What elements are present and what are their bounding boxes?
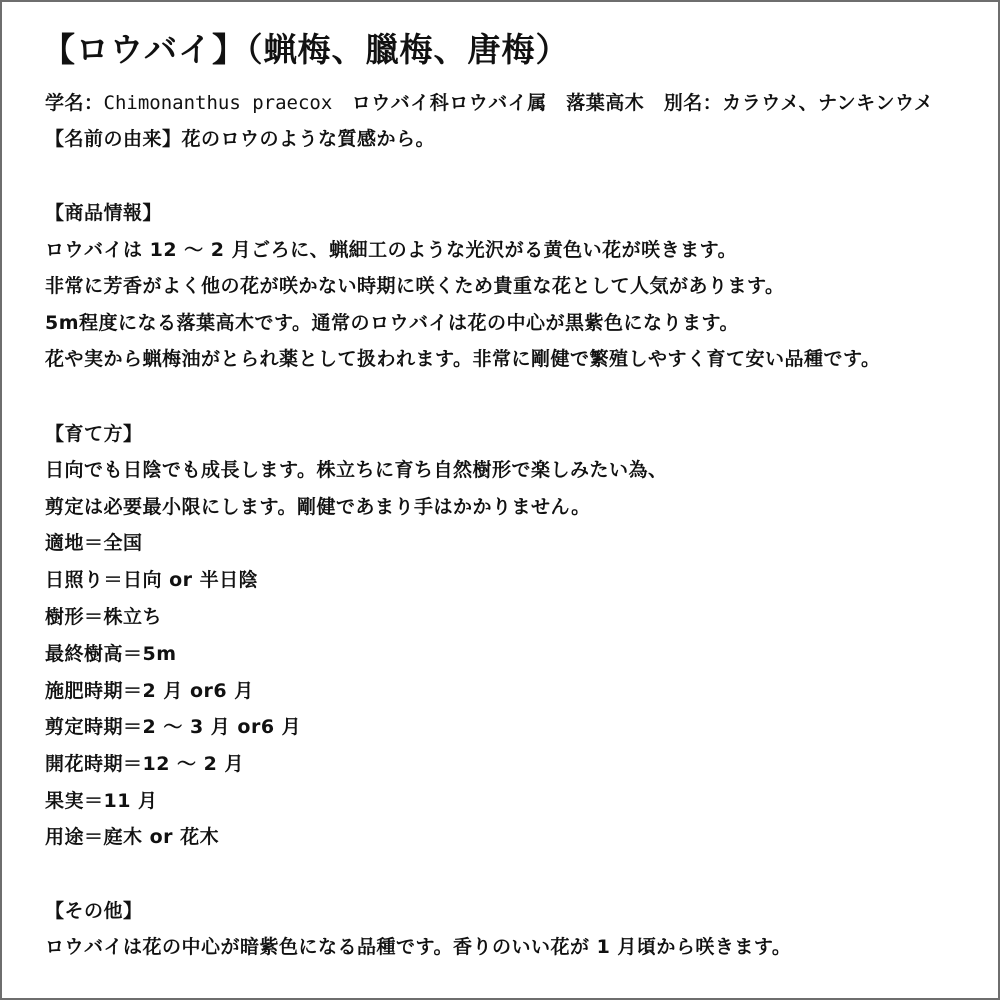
page-title: 【ロウバイ】（蝋梅、臘梅、唐梅）	[42, 30, 570, 69]
product-info-line: ロウバイは 12 ～ 2 月ごろに、蝋細工のような光沢がる黄色い花が咲きます。	[45, 239, 738, 261]
care-spec-tree-form: 樹形＝株立ち	[45, 606, 163, 628]
care-line: 日向でも日陰でも成長します。株立ちに育ち自然樹形で楽しみたい為、	[45, 459, 668, 481]
product-info-line: 非常に芳香がよく他の花が咲かない時期に咲くため貴重な花として人気があります。	[45, 275, 785, 297]
product-info-heading: 【商品情報】	[45, 202, 163, 224]
care-heading: 【育て方】	[45, 423, 143, 445]
care-spec-final-height: 最終樹高＝5m	[45, 643, 177, 665]
product-info-line: 5m程度になる落葉高木です。通常のロウバイは花の中心が黒紫色になります。	[45, 312, 739, 334]
name-origin: 【名前の由来】花のロウのような質感から。	[45, 128, 436, 150]
care-spec-fertilizing: 施肥時期＝2 月 or6 月	[45, 680, 254, 702]
care-spec-usage: 用途＝庭木 or 花木	[45, 826, 220, 848]
product-info-line: 花や実から蝋梅油がとられ薬として扱われます。非常に剛健で繁殖しやすく育て安い品種です。	[45, 348, 881, 370]
care-spec-fruit: 果実＝11 月	[45, 790, 158, 812]
scientific-name-line	[45, 91, 933, 115]
care-spec-sunlight: 日照り＝日向 or 半日陰	[45, 569, 259, 591]
scientific-name: Chimonanthus praecox	[103, 92, 333, 114]
care-spec-suitable-area: 適地＝全国	[45, 532, 143, 554]
care-spec-flowering: 開花時期＝12 ～ 2 月	[45, 753, 245, 775]
care-line: 剪定は必要最小限にします。剛健であまり手はかかりません。	[45, 496, 591, 518]
care-spec-pruning: 剪定時期＝2 ～ 3 月 or6 月	[45, 716, 302, 738]
other-heading: 【その他】	[45, 900, 143, 922]
scientific-name-label: 学名：	[45, 92, 104, 114]
other-line: ロウバイは花の中心が暗紫色になる品種です。香りのいい花が 1 月頃から咲きます。	[45, 936, 792, 958]
classification-text: ロウバイ科ロウバイ属 落葉高木 別名：カラウメ、ナンキンウメ	[332, 92, 934, 114]
